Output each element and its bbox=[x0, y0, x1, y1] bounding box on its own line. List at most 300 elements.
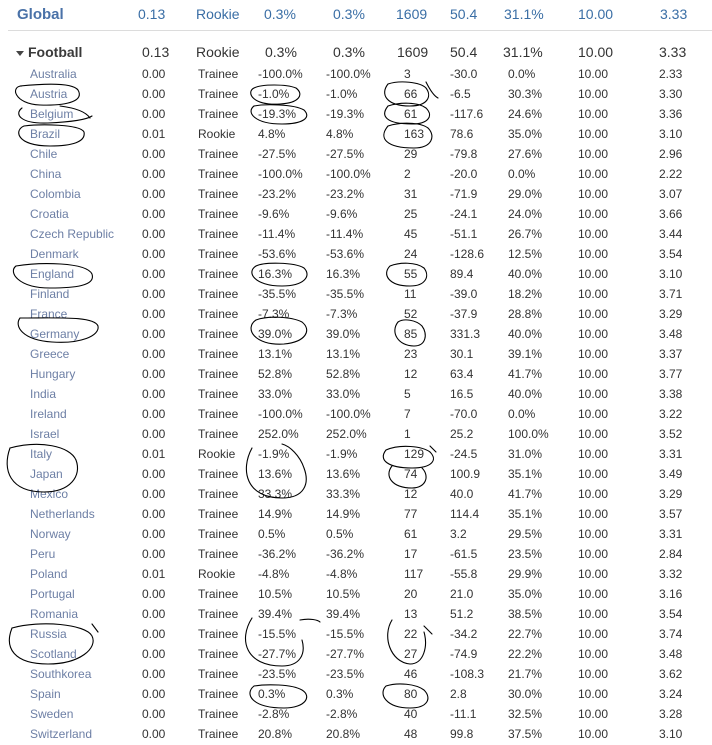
cell-p2: -2.8% bbox=[326, 707, 358, 721]
table-row[interactable] bbox=[0, 245, 712, 265]
sport-p2: 0.3% bbox=[333, 44, 365, 60]
global-n: 1609 bbox=[396, 6, 428, 22]
table-row[interactable] bbox=[0, 185, 712, 205]
cell-s: 3.31 bbox=[659, 447, 683, 461]
cell-x: -30.0 bbox=[450, 67, 478, 81]
cell-p2: -11.4% bbox=[326, 227, 364, 241]
cell-x: -117.6 bbox=[450, 107, 484, 121]
cell-level: Rookie bbox=[198, 127, 236, 141]
cell-level: Trainee bbox=[198, 587, 239, 601]
cell-x: 89.4 bbox=[450, 267, 474, 281]
cell-k: 10.00 bbox=[578, 247, 609, 261]
cell-p1: 0.5% bbox=[258, 527, 286, 541]
cell-s: 3.24 bbox=[659, 687, 683, 701]
cell-n: 129 bbox=[404, 447, 425, 461]
cell-level: Trainee bbox=[198, 167, 239, 181]
table-row[interactable] bbox=[0, 585, 712, 605]
cell-s: 3.36 bbox=[659, 107, 683, 121]
cell-p2: 20.8% bbox=[326, 727, 361, 741]
cell-p2: -53.6% bbox=[326, 247, 365, 261]
cell-pct: 29.9% bbox=[508, 567, 543, 581]
cell-p2: -100.0% bbox=[326, 167, 371, 181]
table-row[interactable] bbox=[0, 385, 712, 405]
cell-v1: 0.00 bbox=[142, 267, 166, 281]
cell-p1: 33.3% bbox=[258, 487, 293, 501]
country-name[interactable]: Greece bbox=[30, 347, 70, 361]
cell-s: 3.52 bbox=[659, 427, 683, 441]
table-row[interactable] bbox=[0, 145, 712, 165]
cell-v1: 0.00 bbox=[142, 287, 166, 301]
cell-n: 22 bbox=[404, 627, 418, 641]
table-row[interactable] bbox=[0, 125, 712, 145]
cell-s: 3.31 bbox=[659, 527, 683, 541]
cell-p2: -100.0% bbox=[326, 67, 371, 81]
cell-level: Trainee bbox=[198, 107, 239, 121]
cell-s: 3.38 bbox=[659, 387, 683, 401]
cell-pct: 24.0% bbox=[508, 207, 543, 221]
collapse-triangle-icon[interactable] bbox=[16, 51, 24, 56]
cell-level: Trainee bbox=[198, 87, 239, 101]
global-p2: 0.3% bbox=[333, 6, 365, 22]
cell-s: 3.74 bbox=[659, 627, 683, 641]
cell-n: 45 bbox=[404, 227, 418, 241]
table-row[interactable] bbox=[0, 165, 712, 185]
cell-s: 3.29 bbox=[659, 487, 683, 501]
cell-level: Trainee bbox=[198, 507, 239, 521]
cell-pct: 38.5% bbox=[508, 607, 543, 621]
cell-k: 10.00 bbox=[578, 187, 609, 201]
cell-s: 3.28 bbox=[659, 707, 683, 721]
country-name[interactable]: France bbox=[30, 307, 68, 321]
cell-level: Trainee bbox=[198, 667, 239, 681]
cell-level: Rookie bbox=[198, 447, 236, 461]
table-row[interactable] bbox=[0, 685, 712, 705]
country-name[interactable]: Israel bbox=[30, 427, 60, 441]
cell-n: 66 bbox=[404, 87, 418, 101]
cell-p2: -23.2% bbox=[326, 187, 365, 201]
table-row[interactable] bbox=[0, 645, 712, 665]
country-name[interactable]: Belgium bbox=[30, 107, 74, 121]
cell-n: 24 bbox=[404, 247, 418, 261]
cell-s: 3.54 bbox=[659, 247, 683, 261]
cell-p2: -9.6% bbox=[326, 207, 358, 221]
cell-p2: -1.0% bbox=[326, 87, 358, 101]
sport-label[interactable]: Football bbox=[28, 44, 83, 60]
country-name[interactable]: Denmark bbox=[30, 247, 79, 261]
country-name[interactable]: Spain bbox=[30, 687, 61, 701]
cell-v1: 0.00 bbox=[142, 367, 166, 381]
sport-v1: 0.13 bbox=[142, 44, 170, 60]
cell-x: 30.1 bbox=[450, 347, 474, 361]
country-name[interactable]: Russia bbox=[30, 627, 67, 641]
cell-k: 10.00 bbox=[578, 727, 609, 741]
sport-n: 1609 bbox=[397, 44, 429, 60]
cell-k: 10.00 bbox=[578, 467, 609, 481]
cell-p2: -4.8% bbox=[326, 567, 358, 581]
cell-v1: 0.00 bbox=[142, 67, 166, 81]
cell-s: 3.44 bbox=[659, 227, 683, 241]
cell-n: 12 bbox=[404, 367, 418, 381]
cell-v1: 0.00 bbox=[142, 587, 166, 601]
table-row[interactable] bbox=[0, 625, 712, 645]
table-row[interactable] bbox=[0, 465, 712, 485]
cell-p1: -100.0% bbox=[258, 407, 303, 421]
cell-p1: 14.9% bbox=[258, 507, 293, 521]
table-row[interactable] bbox=[0, 65, 712, 85]
cell-n: 117 bbox=[404, 567, 424, 581]
cell-v1: 0.00 bbox=[142, 107, 166, 121]
country-name[interactable]: China bbox=[30, 167, 62, 181]
cell-k: 10.00 bbox=[578, 107, 609, 121]
cell-p1: -27.5% bbox=[258, 147, 297, 161]
country-name[interactable]: Germany bbox=[30, 327, 80, 341]
cell-x: 100.9 bbox=[450, 467, 481, 481]
table-row[interactable] bbox=[0, 225, 712, 245]
cell-k: 10.00 bbox=[578, 567, 609, 581]
cell-x: -51.1 bbox=[450, 227, 478, 241]
cell-v1: 0.00 bbox=[142, 507, 166, 521]
cell-level: Trainee bbox=[198, 547, 239, 561]
cell-p2: 33.0% bbox=[326, 387, 361, 401]
cell-pct: 29.0% bbox=[508, 187, 543, 201]
cell-v1: 0.00 bbox=[142, 307, 166, 321]
cell-p1: 52.8% bbox=[258, 367, 293, 381]
cell-level: Trainee bbox=[198, 327, 239, 341]
global-summary-row[interactable] bbox=[8, 0, 712, 31]
cell-k: 10.00 bbox=[578, 307, 609, 321]
cell-pct: 22.7% bbox=[508, 627, 543, 641]
country-name[interactable]: Italy bbox=[30, 447, 53, 461]
cell-n: 46 bbox=[404, 667, 418, 681]
cell-s: 3.16 bbox=[659, 587, 683, 601]
cell-p1: -53.6% bbox=[258, 247, 297, 261]
country-name[interactable]: Brazil bbox=[30, 127, 61, 141]
cell-x: -6.5 bbox=[450, 87, 471, 101]
country-name[interactable]: England bbox=[30, 267, 75, 281]
cell-x: 16.5 bbox=[450, 387, 474, 401]
table-row[interactable] bbox=[0, 425, 712, 445]
cell-pct: 18.2% bbox=[508, 287, 543, 301]
global-x: 50.4 bbox=[450, 6, 478, 22]
cell-v1: 0.00 bbox=[142, 687, 166, 701]
cell-s: 3.71 bbox=[659, 287, 683, 301]
cell-v1: 0.00 bbox=[142, 167, 166, 181]
country-name[interactable]: Peru bbox=[30, 547, 56, 561]
country-name[interactable]: India bbox=[30, 387, 57, 401]
cell-x: 2.8 bbox=[450, 687, 467, 701]
cell-x: -61.5 bbox=[450, 547, 478, 561]
cell-n: 1 bbox=[404, 427, 411, 441]
cell-x: -79.8 bbox=[450, 147, 478, 161]
cell-p2: -23.5% bbox=[326, 667, 365, 681]
cell-v1: 0.00 bbox=[142, 227, 166, 241]
table-row[interactable] bbox=[0, 365, 712, 385]
table-row[interactable] bbox=[0, 345, 712, 365]
cell-s: 3.62 bbox=[659, 667, 683, 681]
sport-x: 50.4 bbox=[450, 44, 478, 60]
sport-s: 3.33 bbox=[659, 44, 687, 60]
table-row[interactable] bbox=[0, 105, 712, 125]
cell-v1: 0.00 bbox=[142, 347, 166, 361]
cell-v1: 0.01 bbox=[142, 127, 166, 141]
cell-x: -71.9 bbox=[450, 187, 478, 201]
cell-p2: 39.0% bbox=[326, 327, 361, 341]
cell-p2: 0.3% bbox=[326, 687, 354, 701]
cell-v1: 0.01 bbox=[142, 567, 166, 581]
table-row[interactable] bbox=[0, 725, 712, 745]
table-row[interactable] bbox=[0, 705, 712, 725]
cell-level: Trainee bbox=[198, 427, 239, 441]
cell-pct: 37.5% bbox=[508, 727, 543, 741]
cell-level: Trainee bbox=[198, 67, 239, 81]
global-v1: 0.13 bbox=[138, 6, 166, 22]
cell-n: 17 bbox=[404, 547, 418, 561]
cell-level: Trainee bbox=[198, 267, 239, 281]
table-row[interactable] bbox=[0, 665, 712, 685]
cell-x: 99.8 bbox=[450, 727, 474, 741]
sport-group-row[interactable] bbox=[0, 42, 712, 62]
cell-s: 3.66 bbox=[659, 207, 683, 221]
cell-k: 10.00 bbox=[578, 407, 609, 421]
cell-v1: 0.00 bbox=[142, 467, 166, 481]
cell-v1: 0.00 bbox=[142, 187, 166, 201]
cell-pct: 0.0% bbox=[508, 167, 536, 181]
cell-x: 25.2 bbox=[450, 427, 474, 441]
cell-x: 3.2 bbox=[450, 527, 467, 541]
cell-v1: 0.00 bbox=[142, 247, 166, 261]
sport-k: 10.00 bbox=[578, 44, 614, 60]
country-name[interactable]: Romania bbox=[30, 607, 79, 621]
cell-level: Trainee bbox=[198, 347, 239, 361]
cell-x: -55.8 bbox=[450, 567, 478, 581]
table-row[interactable] bbox=[0, 85, 712, 105]
cell-p2: 252.0% bbox=[326, 427, 367, 441]
cell-v1: 0.00 bbox=[142, 667, 166, 681]
cell-k: 10.00 bbox=[578, 387, 609, 401]
cell-s: 3.07 bbox=[659, 187, 683, 201]
cell-level: Trainee bbox=[198, 627, 239, 641]
country-name[interactable]: Austria bbox=[30, 87, 68, 101]
cell-n: 29 bbox=[404, 147, 418, 161]
cell-pct: 26.7% bbox=[508, 227, 543, 241]
cell-n: 11 bbox=[404, 287, 417, 301]
country-name[interactable]: Colombia bbox=[30, 187, 81, 201]
cell-x: -37.9 bbox=[450, 307, 478, 321]
table-row[interactable] bbox=[0, 305, 712, 325]
cell-v1: 0.00 bbox=[142, 387, 166, 401]
cell-p1: -27.7% bbox=[258, 647, 297, 661]
cell-k: 10.00 bbox=[578, 267, 609, 281]
cell-x: -108.3 bbox=[450, 667, 485, 681]
cell-x: 114.4 bbox=[450, 507, 480, 521]
cell-k: 10.00 bbox=[578, 287, 609, 301]
global-p1: 0.3% bbox=[264, 6, 296, 22]
cell-level: Rookie bbox=[198, 567, 236, 581]
country-name[interactable]: Ireland bbox=[30, 407, 67, 421]
cell-n: 12 bbox=[404, 487, 418, 501]
cell-p2: 33.3% bbox=[326, 487, 361, 501]
cell-p2: -36.2% bbox=[326, 547, 365, 561]
cell-pct: 0.0% bbox=[508, 407, 536, 421]
country-name[interactable]: Scotland bbox=[30, 647, 77, 661]
cell-v1: 0.00 bbox=[142, 527, 166, 541]
sport-p1: 0.3% bbox=[265, 44, 297, 60]
country-name[interactable]: Norway bbox=[30, 527, 71, 541]
cell-s: 3.10 bbox=[659, 267, 683, 281]
cell-v1: 0.00 bbox=[142, 547, 166, 561]
cell-k: 10.00 bbox=[578, 527, 609, 541]
country-name[interactable]: Switzerland bbox=[30, 727, 93, 741]
cell-p1: -100.0% bbox=[258, 167, 303, 181]
cell-p2: -35.5% bbox=[326, 287, 365, 301]
cell-n: 7 bbox=[404, 407, 411, 421]
table-row[interactable] bbox=[0, 445, 712, 465]
table-row[interactable] bbox=[0, 265, 712, 285]
cell-x: -39.0 bbox=[450, 287, 478, 301]
country-name[interactable]: Chile bbox=[30, 147, 58, 161]
cell-x: 21.0 bbox=[450, 587, 474, 601]
cell-pct: 31.0% bbox=[508, 447, 543, 461]
cell-k: 10.00 bbox=[578, 507, 609, 521]
cell-k: 10.00 bbox=[578, 167, 609, 181]
cell-level: Trainee bbox=[198, 527, 239, 541]
cell-pct: 21.7% bbox=[508, 667, 543, 681]
cell-v1: 0.00 bbox=[142, 207, 166, 221]
cell-p1: 252.0% bbox=[258, 427, 299, 441]
country-name[interactable]: Czech Republic bbox=[30, 227, 115, 241]
cell-pct: 40.0% bbox=[508, 387, 543, 401]
cell-p1: -23.2% bbox=[258, 187, 297, 201]
table-row[interactable] bbox=[0, 485, 712, 505]
table-row[interactable] bbox=[0, 325, 712, 345]
cell-pct: 35.0% bbox=[508, 587, 543, 601]
cell-x: -128.6 bbox=[450, 247, 485, 261]
cell-s: 3.77 bbox=[659, 367, 683, 381]
cell-n: 85 bbox=[404, 327, 418, 341]
country-name[interactable]: Southkorea bbox=[30, 667, 92, 681]
cell-p1: -1.0% bbox=[258, 87, 290, 101]
cell-level: Trainee bbox=[198, 407, 239, 421]
cell-k: 10.00 bbox=[578, 607, 609, 621]
cell-s: 3.37 bbox=[659, 347, 683, 361]
table-row[interactable] bbox=[0, 405, 712, 425]
country-name[interactable]: Japan bbox=[30, 467, 63, 481]
cell-p1: 0.3% bbox=[258, 687, 286, 701]
table-row[interactable] bbox=[0, 565, 712, 585]
global-label[interactable]: Global bbox=[17, 6, 64, 23]
cell-k: 10.00 bbox=[578, 227, 609, 241]
cell-level: Trainee bbox=[198, 247, 239, 261]
cell-k: 10.00 bbox=[578, 707, 609, 721]
cell-p1: 39.0% bbox=[258, 327, 293, 341]
cell-p1: 13.1% bbox=[258, 347, 293, 361]
cell-v1: 0.00 bbox=[142, 727, 166, 741]
country-name[interactable]: Netherlands bbox=[30, 507, 95, 521]
table-row[interactable] bbox=[0, 205, 712, 225]
table-row[interactable] bbox=[0, 605, 712, 625]
table-row[interactable] bbox=[0, 285, 712, 305]
cell-pct: 35.1% bbox=[508, 507, 543, 521]
cell-n: 77 bbox=[404, 507, 418, 521]
cell-k: 10.00 bbox=[578, 67, 609, 81]
cell-p2: -15.5% bbox=[326, 627, 365, 641]
cell-p2: 13.1% bbox=[326, 347, 361, 361]
cell-x: -74.9 bbox=[450, 647, 478, 661]
cell-n: 163 bbox=[404, 127, 425, 141]
cell-k: 10.00 bbox=[578, 547, 609, 561]
cell-pct: 41.7% bbox=[508, 367, 543, 381]
cell-x: -11.1 bbox=[450, 707, 477, 721]
country-name[interactable]: Finland bbox=[30, 287, 70, 301]
table-row[interactable] bbox=[0, 545, 712, 565]
cell-s: 3.49 bbox=[659, 467, 683, 481]
table-row[interactable] bbox=[0, 505, 712, 525]
country-name[interactable]: Sweden bbox=[30, 707, 74, 721]
cell-n: 80 bbox=[404, 687, 418, 701]
cell-x: 331.3 bbox=[450, 327, 481, 341]
cell-p1: -36.2% bbox=[258, 547, 297, 561]
cell-s: 3.10 bbox=[659, 727, 683, 741]
country-name[interactable]: Hungary bbox=[30, 367, 76, 381]
cell-n: 40 bbox=[404, 707, 418, 721]
cell-x: 51.2 bbox=[450, 607, 474, 621]
cell-v1: 0.00 bbox=[142, 147, 166, 161]
cell-p1: 33.0% bbox=[258, 387, 293, 401]
cell-pct: 29.5% bbox=[508, 527, 543, 541]
cell-s: 3.22 bbox=[659, 407, 683, 421]
cell-p1: 39.4% bbox=[258, 607, 293, 621]
cell-k: 10.00 bbox=[578, 427, 609, 441]
country-name[interactable]: Australia bbox=[30, 67, 77, 81]
cell-pct: 0.0% bbox=[508, 67, 536, 81]
cell-p1: -19.3% bbox=[258, 107, 297, 121]
cell-n: 25 bbox=[404, 207, 418, 221]
cell-n: 13 bbox=[404, 607, 418, 621]
cell-pct: 30.0% bbox=[508, 687, 543, 701]
cell-k: 10.00 bbox=[578, 687, 609, 701]
cell-level: Trainee bbox=[198, 487, 239, 501]
cell-level: Trainee bbox=[198, 307, 239, 321]
cell-v1: 0.00 bbox=[142, 87, 166, 101]
cell-level: Trainee bbox=[198, 727, 239, 741]
cell-n: 48 bbox=[404, 727, 418, 741]
cell-s: 2.84 bbox=[659, 547, 683, 561]
country-name[interactable]: Portugal bbox=[30, 587, 75, 601]
cell-v1: 0.00 bbox=[142, 647, 166, 661]
cell-p1: -15.5% bbox=[258, 627, 297, 641]
cell-pct: 35.1% bbox=[508, 467, 543, 481]
cell-x: -24.5 bbox=[450, 447, 478, 461]
cell-s: 3.30 bbox=[659, 87, 683, 101]
cell-p1: -23.5% bbox=[258, 667, 297, 681]
cell-p2: -7.3% bbox=[326, 307, 358, 321]
cell-pct: 35.0% bbox=[508, 127, 543, 141]
country-name[interactable]: Croatia bbox=[30, 207, 69, 221]
table-row[interactable] bbox=[0, 525, 712, 545]
cell-k: 10.00 bbox=[578, 667, 609, 681]
cell-pct: 41.7% bbox=[508, 487, 543, 501]
country-name[interactable]: Poland bbox=[30, 567, 68, 581]
cell-level: Trainee bbox=[198, 367, 239, 381]
sport-level: Rookie bbox=[196, 44, 240, 60]
cell-p2: -27.5% bbox=[326, 147, 365, 161]
cell-p2: 13.6% bbox=[326, 467, 361, 481]
cell-x: 63.4 bbox=[450, 367, 474, 381]
cell-p2: 39.4% bbox=[326, 607, 361, 621]
cell-pct: 22.2% bbox=[508, 647, 543, 661]
cell-s: 2.96 bbox=[659, 147, 683, 161]
country-name[interactable]: Mexico bbox=[30, 487, 69, 501]
